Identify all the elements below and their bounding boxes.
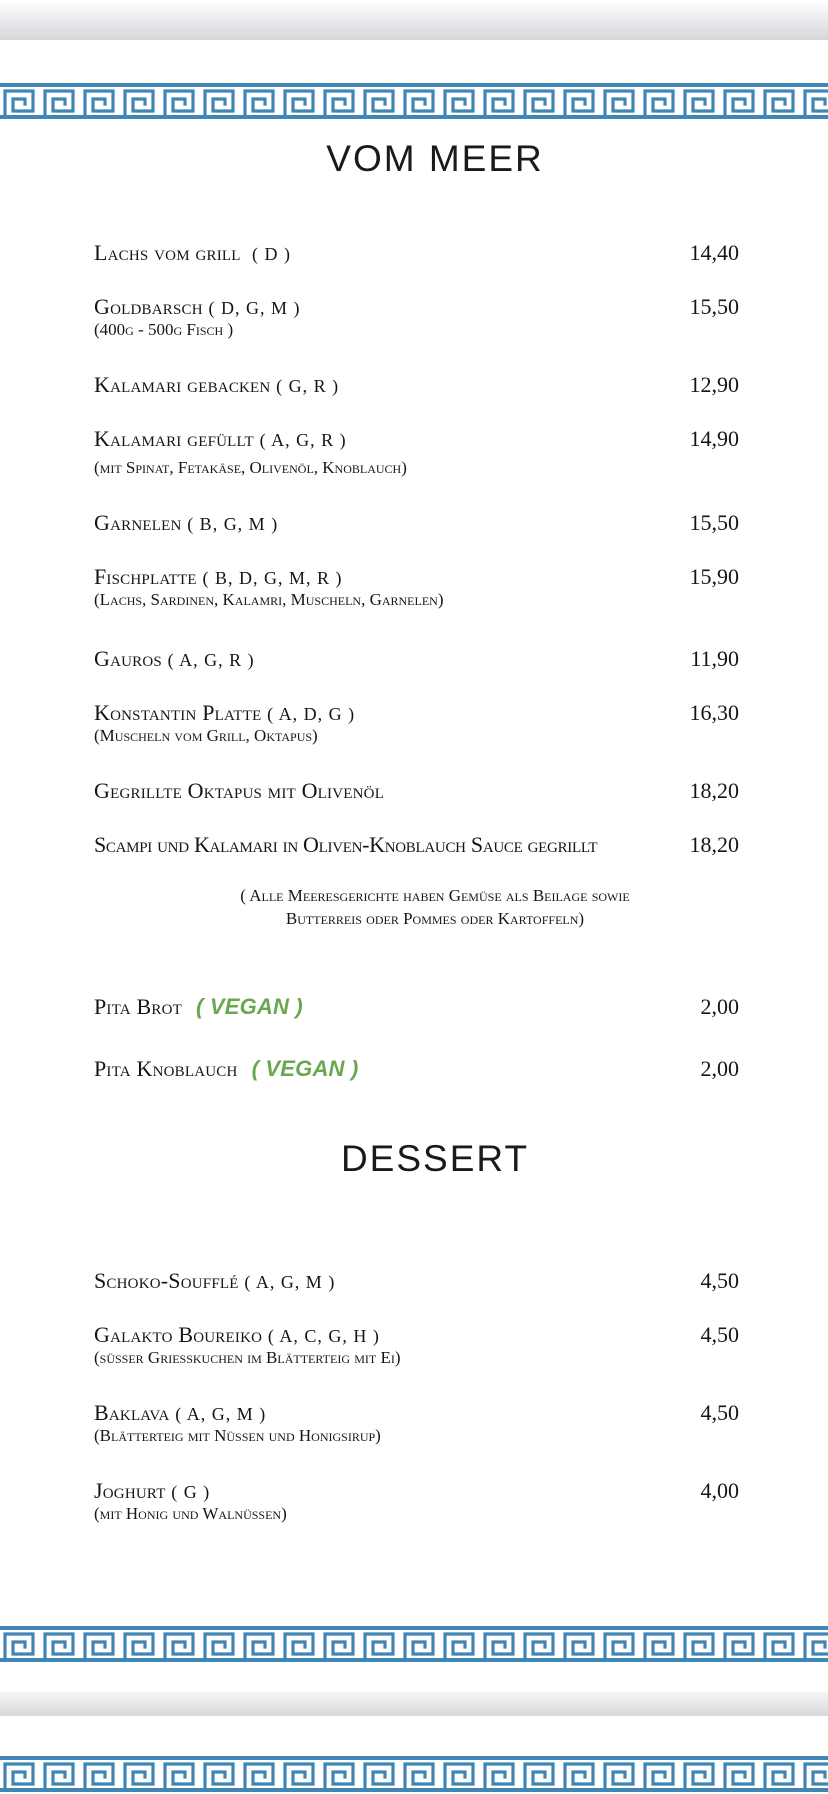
item-description: (Lachs, Sardinen, Kalamri, Muscheln, Garnelen) [94,590,444,609]
item-price: 4,00 [700,1478,739,1503]
item-price: 15,50 [689,294,739,319]
item-allergens: ( A, G, M ) [175,1404,267,1424]
vegan-tag: ( VEGAN ) [251,1056,359,1081]
item-description: (mit Spinat, Fetakäse, Olivenöl, Knoblauch) [94,458,407,477]
menu-item [94,832,739,862]
item-price: 18,20 [689,778,739,803]
item-name: Fischplatte [94,564,197,589]
menu-item [94,426,739,478]
item-name: Pita Knoblauch [94,1056,238,1081]
item-allergens: ( D ) [252,244,292,264]
menu-item [94,778,739,808]
item-name: Joghurt [94,1478,166,1503]
menu-item [94,1478,739,1524]
item-price: 14,40 [689,240,739,265]
item-allergens: ( G ) [171,1482,211,1502]
section-title-vom-meer: VOM MEER [326,138,544,179]
item-price: 2,00 [700,1056,739,1081]
item-price: 18,20 [689,832,739,857]
item-allergens: ( B, G, M ) [187,514,279,534]
item-name: Gauros [94,646,162,671]
next-menu-page [0,1716,828,1792]
menu-item [94,646,739,676]
side-dish-note [200,884,670,930]
menu-item [94,564,739,610]
item-name: Kalamari gebacken [94,372,271,397]
item-price: 2,00 [700,994,739,1019]
menu-item [94,294,739,340]
item-name: Garnelen [94,510,182,535]
item-allergens: ( A, C, G, H ) [267,1326,380,1346]
item-allergens: ( G, R ) [276,376,340,396]
item-description: (400g - 500g Fisch ) [94,320,234,339]
item-allergens: ( A, D, G ) [267,704,356,724]
item-name: Kalamari gefüllt [94,426,254,451]
item-allergens: ( B, D, G, M, R ) [202,568,343,588]
item-name: Goldbarsch [94,294,203,319]
section-title-dessert: DESSERT [340,1138,530,1179]
item-price: 4,50 [700,1268,739,1293]
item-description: (Blätterteig mit Nüssen und Honigsirup) [94,1426,381,1445]
greek-key-border-next-page [0,1754,828,1794]
item-name: Scampi und Kalamari in Oliven-Knoblauch Sauce gegrillt [94,832,598,857]
greek-key-border-top [0,81,828,121]
item-price: 11,90 [690,646,739,671]
menu-item [94,510,739,540]
menu-item [94,372,739,402]
menu-item [94,1400,739,1446]
item-description: (süsser Griesskuchen im Blätterteig mit Ei) [94,1348,401,1367]
menu-page [0,40,828,1692]
note-line: Butterreis oder Pommes oder Kartoffeln) [285,909,585,928]
previous-page-edge [0,0,828,40]
item-description: (mit Honig und Walnüssen) [94,1504,287,1523]
item-price: 14,90 [689,426,739,451]
menu-item [94,240,739,270]
item-price: 15,90 [689,564,739,589]
item-name: Gegrillte Oktapus mit Olivenöl [94,778,385,803]
menu-item [94,700,739,746]
item-description: (Muscheln vom Grill, Oktapus) [94,726,318,745]
item-allergens: ( A, G, M ) [244,1272,336,1292]
greek-key-border-bottom [0,1624,828,1664]
item-name: Lachs vom grill [94,240,241,265]
item-price: 12,90 [689,372,739,397]
item-price: 16,30 [689,700,739,725]
item-name: Schoko-Soufflé [94,1268,239,1293]
page-gap [0,1692,828,1716]
item-allergens: ( A, G, R ) [167,650,255,670]
item-name: Baklava [94,1400,170,1425]
item-price: 4,50 [700,1322,739,1347]
note-line: ( Alle Meeresgerichte haben Gemüse als Beilage sowie [240,886,630,905]
menu-item [94,1268,739,1298]
menu-item [94,1322,739,1368]
item-name: Galakto Boureiko [94,1322,263,1347]
item-allergens: ( D, G, M ) [208,298,301,318]
item-name: Pita Brot [94,994,182,1019]
menu-item [94,1056,739,1086]
item-allergens: ( A, G, R ) [259,430,347,450]
vegan-tag: ( VEGAN ) [196,994,303,1019]
item-price: 15,50 [689,510,739,535]
menu-item [94,994,739,1024]
item-name: Konstantin Platte [94,700,262,725]
item-price: 4,50 [700,1400,739,1425]
